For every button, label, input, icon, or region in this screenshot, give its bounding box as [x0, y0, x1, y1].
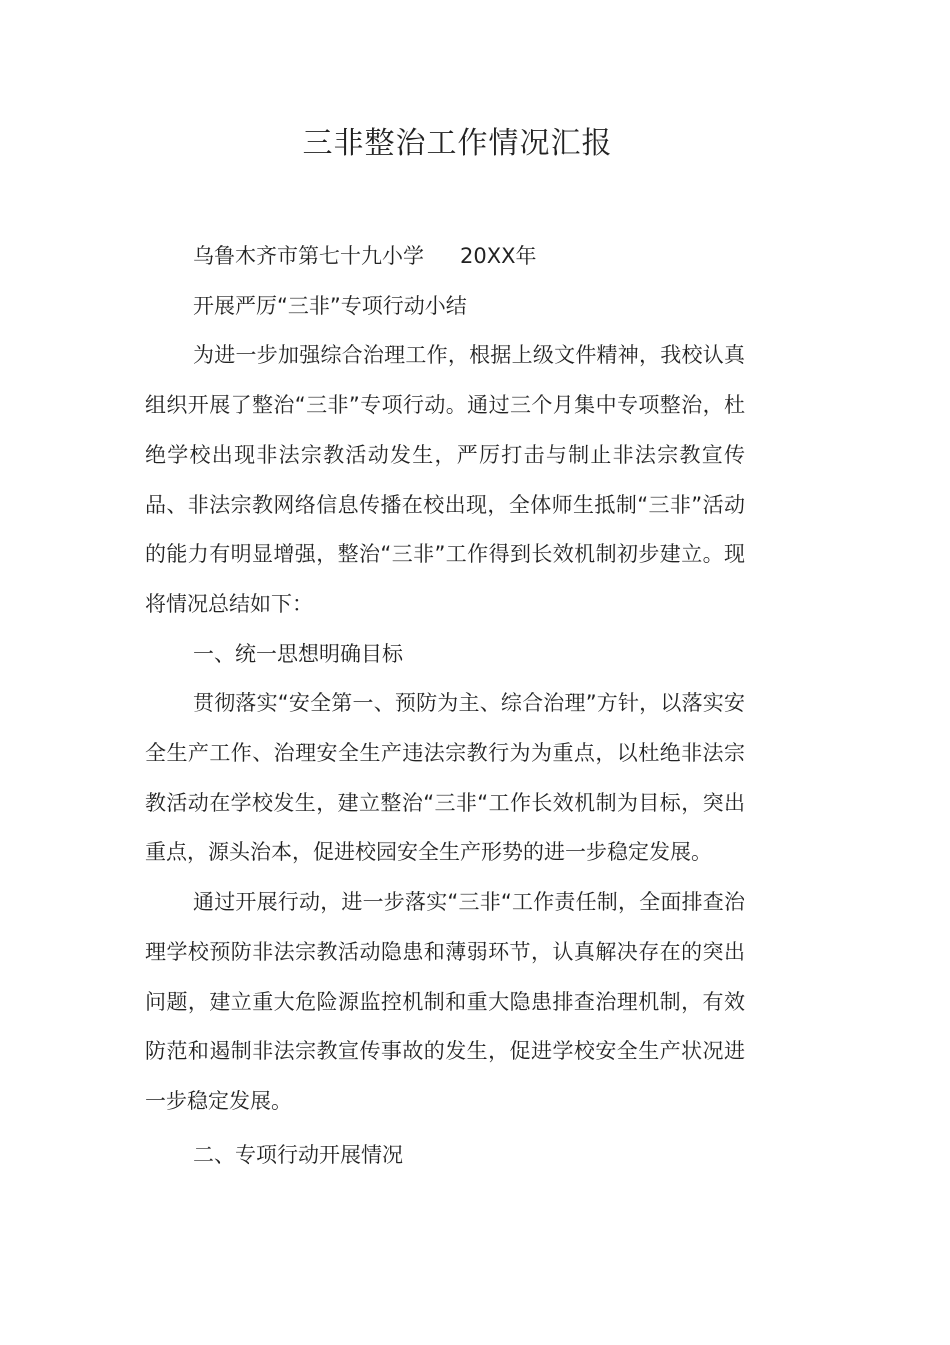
report-year: 20XX年: [460, 244, 537, 268]
section-two-heading: 二、专项行动开展情况: [193, 1142, 403, 1167]
document-title: 三非整治工作情况汇报: [302, 126, 613, 161]
section-one-paragraph-2: 通过开展行动，进一步落实“三非“工作责任制，全面排查治理学校预防非法宗教活动隐患和薄弱环节，认真解决存在的突出问题，建立重大危险源监控机制和重大隐患排查治理机制，有效防范和遏制非法宗教宣传事故的发生，促进学校安全生产状况进一步稳定发展。: [145, 890, 745, 1113]
document-body: [145, 232, 745, 1180]
report-subtitle: 开展严厉“三非”专项行动小结: [193, 293, 467, 318]
intro-paragraph: 为进一步加强综合治理工作，根据上级文件精神，我校认真组织开展了整治“三非”专项行动。通过三个月集中专项整治，杜绝学校出现非法宗教活动发生，严厉打击与制止非法宗教宣传品、非法宗教网络信息传播在校出现，全体师生抵制“三非”活动的能力有明显增强，整治“三非”工作得到长效机制初步建立。现将情况总结如下：: [145, 343, 745, 616]
school-year-line: [145, 232, 745, 282]
school-name: 乌鲁木齐市第七十九小学: [193, 244, 424, 268]
section-one-paragraph-1: 贯彻落实“安全第一、预防为主、综合治理”方针，以落实安全生产工作、治理安全生产违法宗教行为为重点，以杜绝非法宗教活动在学校发生，建立整治“三非“工作长效机制为目标，突出重点，源头治本，促进校园安全生产形势的进一步稳定发展。: [145, 691, 745, 865]
section-one-heading: 一、统一思想明确目标: [193, 641, 403, 666]
